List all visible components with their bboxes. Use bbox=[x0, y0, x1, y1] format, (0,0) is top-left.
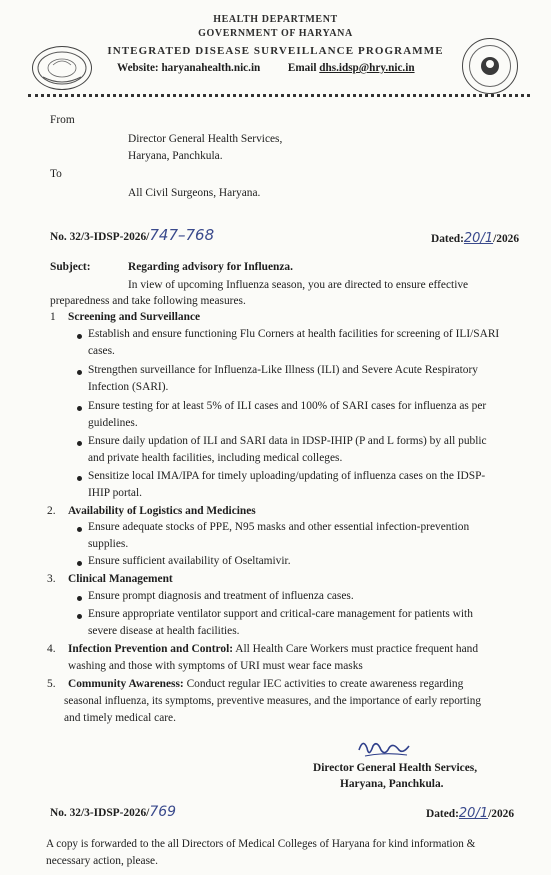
date-year: /2026 bbox=[493, 233, 520, 245]
intro-line-2: preparedness and take following measures. bbox=[50, 295, 246, 307]
section-1-title: Screening and Surveillance bbox=[68, 311, 201, 323]
website-label: Website: bbox=[117, 62, 159, 74]
section-5-text-a: Conduct regular IEC activities to create awareness regarding bbox=[186, 678, 464, 690]
s2-bullet-2-line-1: Ensure sufficient availability of Oseltamivir. bbox=[88, 555, 291, 567]
reference-handwritten: 747–768 bbox=[149, 226, 215, 244]
idsp-seal-logo bbox=[462, 38, 518, 94]
bullet-dot bbox=[77, 406, 82, 411]
from-line-1: Director General Health Services, bbox=[128, 133, 283, 145]
s3-bullet-2-line-1: Ensure appropriate ventilator support and critical-care management for patients with bbox=[88, 608, 473, 620]
intro-line-1: In view of upcoming Influenza season, you are directed to ensure effective bbox=[128, 279, 469, 291]
section-4-title: Infection Prevention and Control: bbox=[68, 643, 234, 655]
reference-number-2 bbox=[50, 804, 176, 820]
email-label: Email bbox=[287, 62, 317, 74]
reference-number bbox=[50, 226, 214, 244]
reference-prefix: No. 32/3-IDSP-2026/ bbox=[50, 231, 150, 243]
bullet-dot bbox=[77, 334, 82, 339]
signature-line-2: Haryana, Panchkula. bbox=[340, 778, 444, 790]
s1-bullet-4-line-1: Ensure daily updation of ILI and SARI data in IDSP-IHIP (P and L forms) by all public bbox=[88, 435, 487, 447]
section-5-number: 5. bbox=[47, 678, 56, 690]
section-5-line-2: seasonal influenza, its symptoms, preventive measures, and the importance of early reporting bbox=[64, 695, 481, 707]
section-4-line-2: washing and those with symptoms of URI must wear face masks bbox=[68, 660, 363, 672]
bullet-dot bbox=[77, 370, 82, 375]
signature-scribble bbox=[355, 736, 415, 762]
s1-bullet-3-line-1: Ensure testing for at least 5% of ILI cases and 100% of SARI cases for influenza as per bbox=[88, 400, 487, 412]
date-2-label: Dated: bbox=[426, 808, 459, 820]
date-2-year: /2026 bbox=[488, 808, 515, 820]
bullet-dot bbox=[77, 527, 82, 532]
section-5-line-1 bbox=[68, 678, 463, 690]
to-line: All Civil Surgeons, Haryana. bbox=[128, 187, 261, 199]
copy-line-1: A copy is forwarded to the all Directors of Medical Colleges of Haryana for kind information & bbox=[46, 838, 476, 850]
bullet-dot bbox=[77, 476, 82, 481]
section-5-title: Community Awareness: bbox=[68, 678, 184, 690]
programme-title: INTEGRATED DISEASE SURVEILLANCE PROGRAMME bbox=[107, 45, 444, 57]
section-4-number: 4. bbox=[47, 643, 56, 655]
date-handwritten: 20/1 bbox=[463, 231, 494, 246]
reference-2-prefix: No. 32/3-IDSP-2026/ bbox=[50, 807, 150, 819]
from-label: From bbox=[50, 114, 75, 126]
s1-bullet-3-line-2: guidelines. bbox=[88, 417, 138, 429]
section-2-title: Availability of Logistics and Medicines bbox=[68, 505, 256, 517]
subject-text: Regarding advisory for Influenza. bbox=[128, 261, 293, 273]
contact-line bbox=[117, 62, 415, 74]
dept-title: HEALTH DEPARTMENT bbox=[213, 14, 338, 25]
email-value: dhs.idsp@hry.nic.in bbox=[319, 62, 415, 74]
header-divider bbox=[28, 94, 530, 97]
s2-bullet-1-line-2: supplies. bbox=[88, 538, 129, 550]
section-2-number: 2. bbox=[47, 505, 56, 517]
signature-line-1: Director General Health Services, bbox=[313, 762, 478, 774]
date-label: Dated: bbox=[431, 233, 464, 245]
to-label: To bbox=[50, 168, 62, 180]
s1-bullet-4-line-2: and private health facilities, including medical colleges. bbox=[88, 452, 343, 464]
bullet-dot bbox=[77, 596, 82, 601]
s1-bullet-1-line-1: Establish and ensure functioning Flu Corners at health facilities for screening of ILI/SARI bbox=[88, 328, 500, 340]
bullet-dot bbox=[77, 614, 82, 619]
section-3-title: Clinical Management bbox=[68, 573, 173, 585]
website-value: haryanahealth.nic.in bbox=[161, 62, 261, 74]
section-3-number: 3. bbox=[47, 573, 56, 585]
from-line-2: Haryana, Panchkula. bbox=[128, 150, 223, 162]
s1-bullet-1-line-2: cases. bbox=[88, 345, 115, 357]
reference-date-2 bbox=[426, 806, 514, 821]
reference-date bbox=[431, 231, 519, 246]
s1-bullet-2-line-1: Strengthen surveillance for Influenza-Like Illness (ILI) and Severe Acute Respiratory bbox=[88, 364, 478, 376]
reference-2-handwritten: 769 bbox=[149, 804, 177, 820]
letterhead bbox=[0, 0, 551, 100]
s1-bullet-5-line-1: Sensitize local IMA/IPA for timely uploading/updating of influenza cases on the IDSP- bbox=[88, 470, 486, 482]
s1-bullet-5-line-2: IHIP portal. bbox=[88, 487, 142, 499]
s3-bullet-1-line-1: Ensure prompt diagnosis and treatment of influenza cases. bbox=[88, 590, 354, 602]
copy-line-2: necessary action, please. bbox=[46, 855, 158, 867]
date-2-handwritten: 20/1 bbox=[458, 806, 489, 821]
section-4-line-1 bbox=[68, 643, 478, 655]
section-4-text-a: All Health Care Workers must practice frequent hand bbox=[235, 643, 479, 655]
section-1-number: 1 bbox=[50, 311, 56, 323]
bullet-dot bbox=[77, 561, 82, 566]
s1-bullet-2-line-2: Infection (SARI). bbox=[88, 381, 169, 393]
govt-title: GOVERNMENT OF HARYANA bbox=[198, 28, 353, 39]
section-5-line-3: and timely medical care. bbox=[64, 712, 176, 724]
s2-bullet-1-line-1: Ensure adequate stocks of PPE, N95 masks and other essential infection-prevention bbox=[88, 521, 470, 533]
bullet-dot bbox=[77, 441, 82, 446]
s3-bullet-2-line-2: severe disease at health facilities. bbox=[88, 625, 240, 637]
subject-label: Subject: bbox=[50, 261, 91, 273]
